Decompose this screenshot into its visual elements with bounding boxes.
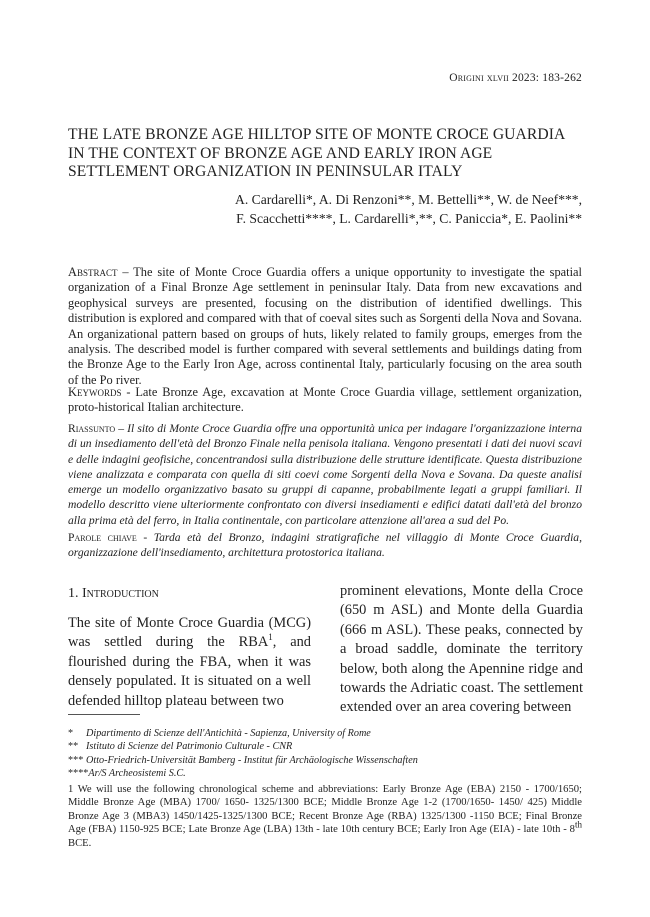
running-head — [449, 72, 582, 84]
footnote-ref[interactable]: 1 — [268, 632, 273, 643]
keywords-text: - Late Bronze Age, excavation at Monte Croce Guardia village, settlement organization, proto-historical Italian architecture. — [68, 385, 582, 415]
affiliation — [68, 767, 582, 780]
keywords — [68, 385, 582, 416]
keywords-label: Keywords — [68, 385, 122, 399]
section-title: Introduction — [82, 586, 159, 601]
affiliation-marker: **** — [68, 768, 89, 780]
paper-title — [68, 126, 588, 182]
section-number: 1. — [68, 586, 82, 601]
footnote-sup: th — [574, 819, 582, 830]
section-heading — [68, 586, 159, 602]
affiliation-text: Dipartimento di Scienze dell'Antichità - Sapienza, University of Rome — [86, 728, 371, 739]
title-line: SETTLEMENT ORGANIZATION IN PENINSULAR ITALY — [68, 163, 463, 180]
riassunto — [68, 421, 582, 528]
parole-chiave-label: Parole chiave — [68, 531, 137, 544]
journal-name: Origini xlvii — [449, 72, 509, 84]
abstract-label: Abstract — [68, 265, 118, 279]
body-column-left — [68, 614, 311, 711]
affiliation — [68, 754, 582, 767]
affiliation-marker: * — [68, 728, 74, 739]
affiliation-marker: *** — [68, 754, 84, 766]
riassunto-text: – Il sito di Monte Croce Guardia offre una opportunità unica per indagare l'organizzazione interna di un insediamento dell'età del Bronzo Finale nella penisola italiana. Vengono presentati i dati dei nuovi scavi e delle indagini geofisiche, concentrandosi sulla distribuzione delle strutture identificate. Questa distribuzione viene analizzata e comparata con quella di siti coevi come Sorgenti della Nova e Sovana. Da queste analisi emerge un modello organizzativo basato su gruppi di capanne, probabilmente legati a gruppi familiari. Il modello descritto viene ulteriormente confrontato con diversi insediamenti e edifici datati dall'età del bronzo alla prima età del ferro, in Italia continentale, con particolare attenzione all'area a sud del Po. — [68, 422, 582, 527]
body-column-right — [340, 582, 583, 718]
author-list — [102, 190, 582, 228]
footnotes — [68, 727, 582, 851]
footnote-text: BCE. — [68, 838, 92, 849]
authors-line: F. Scacchetti****, L. Cardarelli*,**, C. Paniccia*, E. Paolini** — [236, 211, 582, 226]
parole-chiave-text: - Tarda età del Bronzo, indagini stratigrafiche nel villaggio di Monte Croce Guardia, organizzazione dell'insediamento, architettura protostorica italiana. — [68, 531, 583, 560]
body-text: , and flourished during the FBA, when it was densely populated. It is situated on a well defended hilltop plateau between two — [68, 634, 311, 709]
title-line: THE LATE BRONZE AGE HILLTOP SITE OF MONTE CROCE GUARDIA — [68, 126, 566, 143]
affiliation-text: Ar/S Archeosistemi S.C. — [88, 768, 186, 780]
footnote-number: 1 — [68, 783, 74, 795]
abstract-text: – The site of Monte Croce Guardia offers a unique opportunity to investigate the spatial organization of a Final Bronze Age settlement in peninsular Italy. Data from new excavations and geophysical surveys are presented, focusing on the distribution of identified dwellings. This distribution is explored and compared with that of coeval sites such as Sorgenti della Nova and Sovana. An organizational pattern based on groups of huts, likely related to family groups, emerges from the analysis. The described model is further compared with several settlements and buildings dating from the Bronze Age to the Early Iron Age, across continental Italy, particularly focusing on the area south of the Po river. — [68, 265, 582, 387]
footnote-text: We will use the following chronological scheme and abbreviations: Early Bronze Age (EBA) 2150 - 1700/1650; Middle Bronze Age (MBA) 1700/ 1650- 1325/1300 BCE; Middle Bronze Age 1-2 (1700/1650- 1450/ 425) Middle Bronze Age 3 (MBA3) 1450/1425-1325/1300 BCE; Recent Bronze Age (RBA) 1325/1300 -1150 BCE; Final Bronze Age (FBA) 1150-925 BCE; Late Bronze Age (LBA) 13th - late 10th century BCE; Early Iron Age (EIA) - late 10th - 8 — [68, 783, 582, 836]
affiliation-text: Otto-Friedrich-Universität Bamberg - Institut für Archäologische Wissenschaften — [86, 754, 418, 766]
journal-pages: 2023: 183-262 — [512, 72, 582, 84]
body-text: prominent elevations, Monte della Croce (650 m ASL) and Monte della Guardia (666 m ASL). These peaks, connected by a broad saddle, dominate the territory below, both along the Apennine ridge and towards the Adriatic coast. The settlement extended over an area covering between — [340, 583, 583, 716]
riassunto-label: Riassunto — [68, 422, 116, 435]
affiliation — [68, 740, 582, 753]
affiliation-text: Istituto di Scienze del Patrimonio Culturale - CNR — [86, 741, 293, 753]
title-line: IN THE CONTEXT OF BRONZE AGE AND EARLY IRON AGE — [68, 144, 493, 162]
body-text: The site of Monte Croce Guardia (MCG) was settled during the RBA — [68, 615, 311, 651]
footnote-1 — [68, 783, 582, 851]
authors-line: A. Cardarelli*, A. Di Renzoni**, M. Bettelli**, W. de Neef***, — [235, 192, 582, 207]
affiliation-marker: ** — [68, 741, 79, 753]
abstract — [68, 265, 582, 388]
parole-chiave — [68, 530, 582, 561]
footnote-divider — [68, 714, 140, 715]
affiliation — [68, 727, 582, 740]
